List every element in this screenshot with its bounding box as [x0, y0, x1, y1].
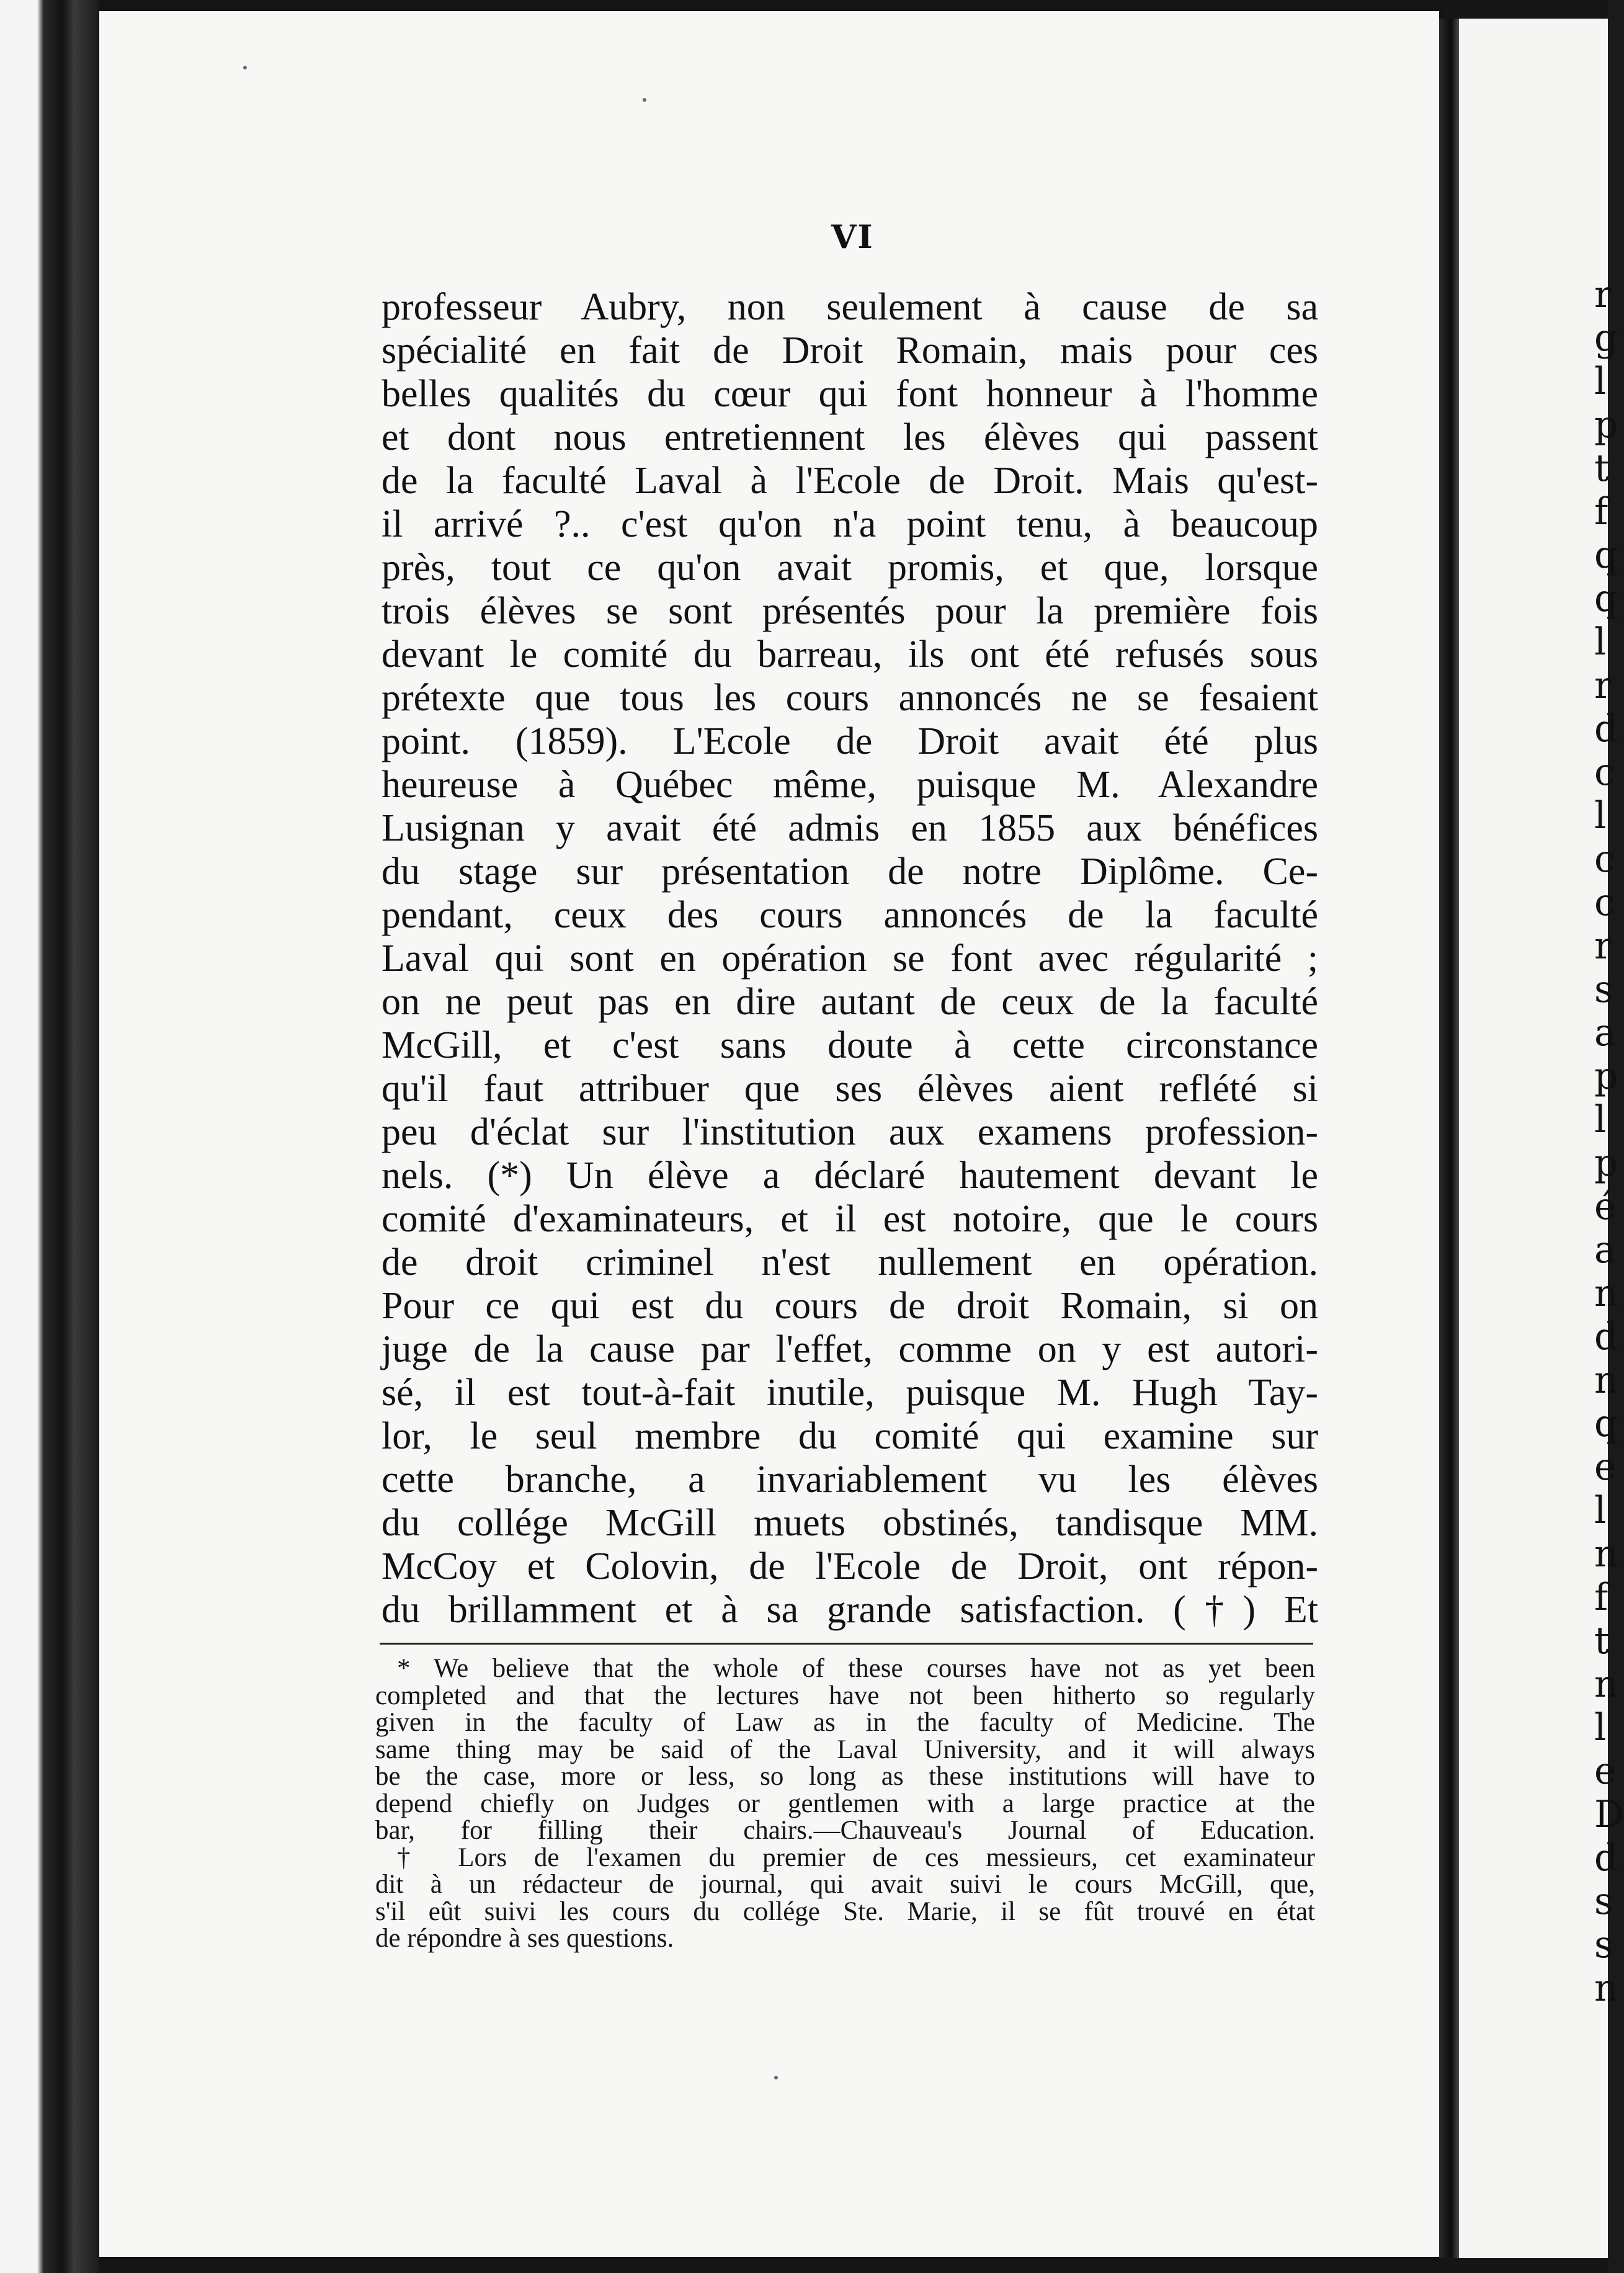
text-line: professeur Aubry, non seulement à cause de sa: [381, 286, 1318, 328]
text-line: il arrivé ?.. c'est qu'on n'a point tenu, à beaucoup: [381, 503, 1318, 545]
text-line: juge de la cause par l'effet, comme on y est autori-: [381, 1328, 1318, 1370]
book-binding-edge: [0, 0, 99, 2273]
facing-page-letter: n: [1594, 1532, 1618, 1576]
text-line: Laval qui sont en opération se font avec régularité ;: [381, 937, 1318, 980]
facing-page-letter: g: [1594, 316, 1618, 360]
text-line: comité d'examinateurs, et il est notoire, que le cours: [381, 1198, 1318, 1240]
facing-page-letter: c: [1594, 751, 1615, 794]
text-line: on ne peut pas en dire autant de ceux de la faculté: [381, 981, 1318, 1023]
facing-page-letter: f: [1594, 490, 1608, 534]
facing-page-letter: n: [1594, 1663, 1618, 1706]
facing-page-letter: n: [1594, 1359, 1618, 1402]
text-line: * We believe that the whole of these courses have not as yet been: [397, 1654, 1315, 1683]
text-line: du stage sur présentation de notre Diplôme. Ce-: [381, 851, 1318, 893]
facing-page-letter: t: [1594, 447, 1610, 490]
facing-page-letter: t: [1594, 1619, 1610, 1663]
scan-speck: [643, 98, 646, 102]
text-line: cette branche, a invariablement vu les élèves: [381, 1458, 1318, 1501]
footnotes: [375, 1655, 1315, 1952]
facing-page-letter: r: [1594, 664, 1612, 707]
text-line: bar, for filling their chairs.—Chauveau's Journal of Education.: [375, 1816, 1315, 1845]
text-line: peu d'éclat sur l'institution aux examens profession-: [381, 1111, 1318, 1153]
facing-page-letter: c: [1594, 837, 1615, 881]
facing-page-letter: p: [1594, 403, 1618, 447]
facing-page-letter: p: [1594, 1141, 1618, 1185]
facing-page-letter: s: [1594, 968, 1613, 1011]
text-line: du collége McGill muets obstinés, tandisque MM.: [381, 1502, 1318, 1544]
scan-speck: [774, 2076, 778, 2079]
text-line: † Lors de l'examen du premier de ces messieurs, cet examinateur: [397, 1842, 1315, 1872]
text-line: dit à un rédacteur de journal, qui avait suivi le cours McGill, que,: [375, 1870, 1315, 1899]
facing-page-letter: r: [1594, 273, 1612, 316]
text-line: prétexte que tous les cours annoncés ne se fesaient: [381, 677, 1318, 719]
text-line: completed and that the lectures have not been hitherto so regularly: [375, 1681, 1315, 1710]
facing-page-letter: d: [1594, 1315, 1618, 1359]
facing-page-letter: q: [1594, 577, 1618, 620]
facing-page-letter: q: [1594, 1402, 1618, 1445]
facing-page-letter: c: [1594, 881, 1615, 924]
facing-page-letter: l: [1594, 1489, 1607, 1532]
text-line: sé, il est tout-à-fait inutile, puisque M. Hugh Tay-: [381, 1372, 1318, 1414]
footnote-dagger: [375, 1844, 1315, 1952]
text-line: point. (1859). L'Ecole de Droit avait été plus: [381, 720, 1318, 762]
text-line: be the case, more or less, so long as these institutions will have to: [375, 1762, 1315, 1791]
facing-page-letter: s: [1594, 1880, 1613, 1923]
footnote-star: [375, 1655, 1315, 1844]
facing-page-letter: d: [1594, 707, 1618, 751]
text-line: et dont nous entretiennent les élèves qui passent: [381, 416, 1318, 458]
facing-page-letter: D: [1594, 1793, 1624, 1836]
text-line: du brillamment et à sa grande satisfaction. (†) Et: [381, 1589, 1318, 1631]
footnote-rule: [380, 1643, 1313, 1645]
facing-page-letter: d: [1594, 1836, 1618, 1880]
facing-page-letter: l: [1594, 360, 1607, 403]
text-line: depend chiefly on Judges or gentlemen with a large practice at the: [375, 1788, 1315, 1818]
text-line: pendant, ceux des cours annoncés de la faculté: [381, 894, 1318, 936]
facing-page-letter: l: [1594, 1706, 1607, 1749]
text-line: same thing may be said of the Laval University, and it will always: [375, 1735, 1315, 1764]
facing-page-letter: e: [1594, 1749, 1617, 1793]
facing-page-letter: r: [1594, 924, 1612, 968]
facing-page-letter: n: [1594, 1272, 1618, 1315]
text-line: qu'il faut attribuer que ses élèves aient reflété si: [381, 1068, 1318, 1110]
page-number: VI: [831, 218, 874, 256]
facing-page-edge: [1459, 19, 1608, 2258]
text-line: lor, le seul membre du comité qui examine sur: [381, 1415, 1318, 1457]
facing-page-letter: e: [1594, 1445, 1617, 1489]
text-line: belles qualités du cœur qui font honneur à l'homme: [381, 373, 1318, 415]
facing-page-letter: q: [1594, 534, 1618, 577]
text-line: de droit criminel n'est nullement en opération.: [381, 1241, 1318, 1284]
facing-page-letter: n: [1594, 1967, 1618, 2010]
text-line: devant le comité du barreau, ils ont été refusés sous: [381, 633, 1318, 676]
text-line: Pour ce qui est du cours de droit Romain, si on: [381, 1285, 1318, 1327]
facing-page-letter: a: [1594, 1228, 1617, 1272]
text-line: s'il eût suivi les cours du collége Ste. Marie, il se fût trouvé en état: [375, 1896, 1315, 1926]
text-line: trois élèves se sont présentés pour la première fois: [381, 590, 1318, 632]
body-text: [381, 285, 1318, 1632]
text-line: McGill, et c'est sans doute à cette circonstance: [381, 1024, 1318, 1066]
text-line: heureuse à Québec même, puisque M. Alexandre: [381, 764, 1318, 806]
text-line: nels. (*) Un élève a déclaré hautement devant le: [381, 1154, 1318, 1197]
facing-page-letter: l: [1594, 794, 1607, 837]
text-line: de la faculté Laval à l'Ecole de Droit. Mais qu'est-: [381, 460, 1318, 502]
facing-page-letters: [1594, 273, 1624, 2010]
text-line: given in the faculty of Law as in the faculty of Medicine. The: [375, 1708, 1315, 1737]
text-line: McCoy et Colovin, de l'Ecole de Droit, ont répon-: [381, 1545, 1318, 1588]
facing-page-letter: f: [1594, 1576, 1608, 1619]
facing-page-letter: l: [1594, 1098, 1607, 1141]
facing-page-letter: p: [1594, 1055, 1618, 1098]
page-gutter: [1439, 19, 1459, 2258]
facing-page-letter: é: [1594, 1185, 1617, 1228]
facing-page-letter: s: [1594, 1923, 1613, 1967]
text-line: spécialité en fait de Droit Romain, mais pour ces: [381, 329, 1318, 372]
facing-page-letter: a: [1594, 1011, 1617, 1055]
text-line: près, tout ce qu'on avait promis, et que, lorsque: [381, 547, 1318, 589]
facing-page-letter: l: [1594, 620, 1607, 664]
text-line: de répondre à ses questions.: [375, 1924, 674, 1953]
text-line: Lusignan y avait été admis en 1855 aux bénéfices: [381, 807, 1318, 849]
scan-speck: [243, 66, 247, 69]
